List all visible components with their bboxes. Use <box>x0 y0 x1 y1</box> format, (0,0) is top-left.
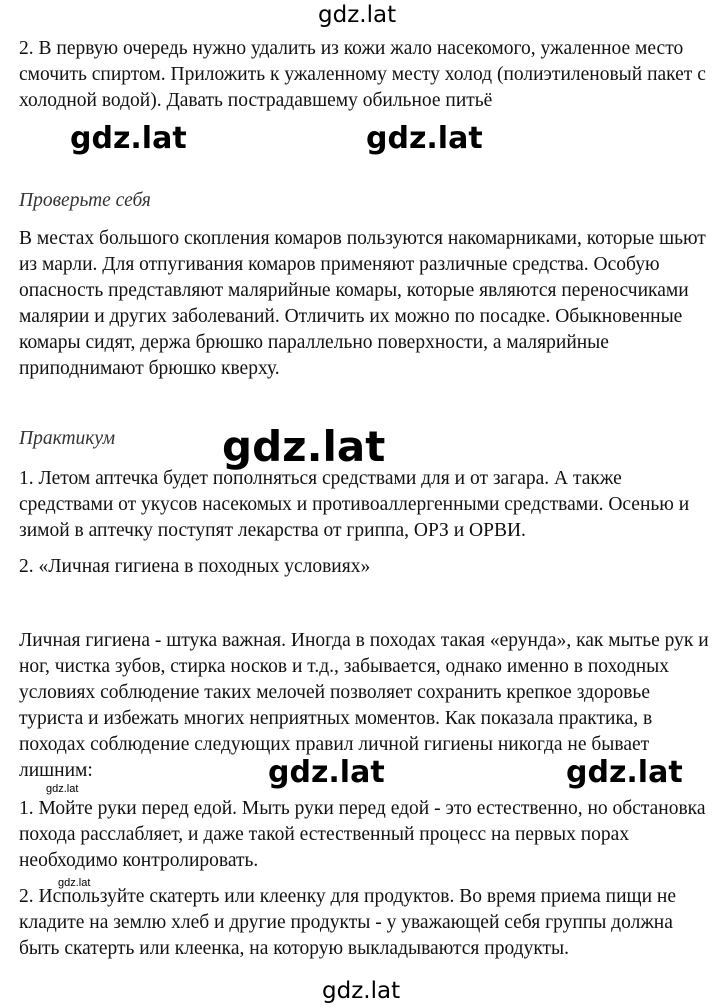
section-heading-check: Проверьте себя <box>19 190 151 211</box>
practicum-item-2: 2. «Личная гигиена в походных условиях» <box>19 556 371 577</box>
watermark: gdz.lat <box>70 121 187 156</box>
check-paragraph: В местах большого скопления комаров пользуются накомарниками, которые шьют из марли. Для отпугивания комаров применяют различные средства. Особую опасность представляют малярийные комары, которые являются переносчиками малярии и других заболеваний. Отличить их можно по посадке. Обыкновенные комары сидят, держа брюшко параллельно поверхности, а малярийные приподнимают брюшко кверху. <box>19 228 706 379</box>
practicum-item-1: 1. Летом аптечка будет пополняться средствами для и от загара. А также средствами от укусов насекомых и противоаллергенными средствами. Осенью и зимой в аптечку поступят лекарства от гриппа, ОРЗ и ОРВИ. <box>19 468 690 541</box>
watermark: gdz.lat <box>566 755 683 790</box>
watermark: gdz.lat <box>366 121 483 156</box>
section-heading-practicum: Практикум <box>19 428 116 449</box>
rule-2: 2. Используйте скатерть или клеенку для продуктов. Во время приема пищи не кладите на землю хлеб и другие продукты - у уважающей себя группы должна быть скатерть или клеенка, на которую выкладываются продукты. <box>19 886 676 959</box>
watermark-bottom: gdz.lat <box>322 978 401 1004</box>
watermark-top: gdz.lat <box>318 2 397 28</box>
watermark-small: gdz.lat <box>46 783 79 795</box>
watermark: gdz.lat <box>268 755 385 790</box>
watermark-small: gdz.lat <box>58 877 91 889</box>
answer-2: 2. В первую очередь нужно удалить из кожи жало насекомого, ужаленное место смочить спиртом. Приложить к ужаленному месту холод (полиэтиленовый пакет с холодной водой). Давать пострадавшему обильное питьё <box>19 38 706 111</box>
hygiene-intro: Личная гигиена - штука важная. Иногда в походах такая «ерунда», как мытье рук и ног, чистка зубов, стирка носков и т.д., забывается, однако именно в походных условиях соблюдение таких мелочей позволяет сохранить крепкое здоровье туриста и избежать многих неприятных моментов. Как показала практика, в походах соблюдение следующих правил личной гигиены никогда не бывает лишним: <box>19 630 709 781</box>
rule-1: 1. Мойте руки перед едой. Мыть руки перед едой - это естественно, но обстановка похода расслабляет, и даже такой естественный процесс на первых порах необходимо контролировать. <box>19 798 706 871</box>
watermark: gdz.lat <box>222 422 386 471</box>
